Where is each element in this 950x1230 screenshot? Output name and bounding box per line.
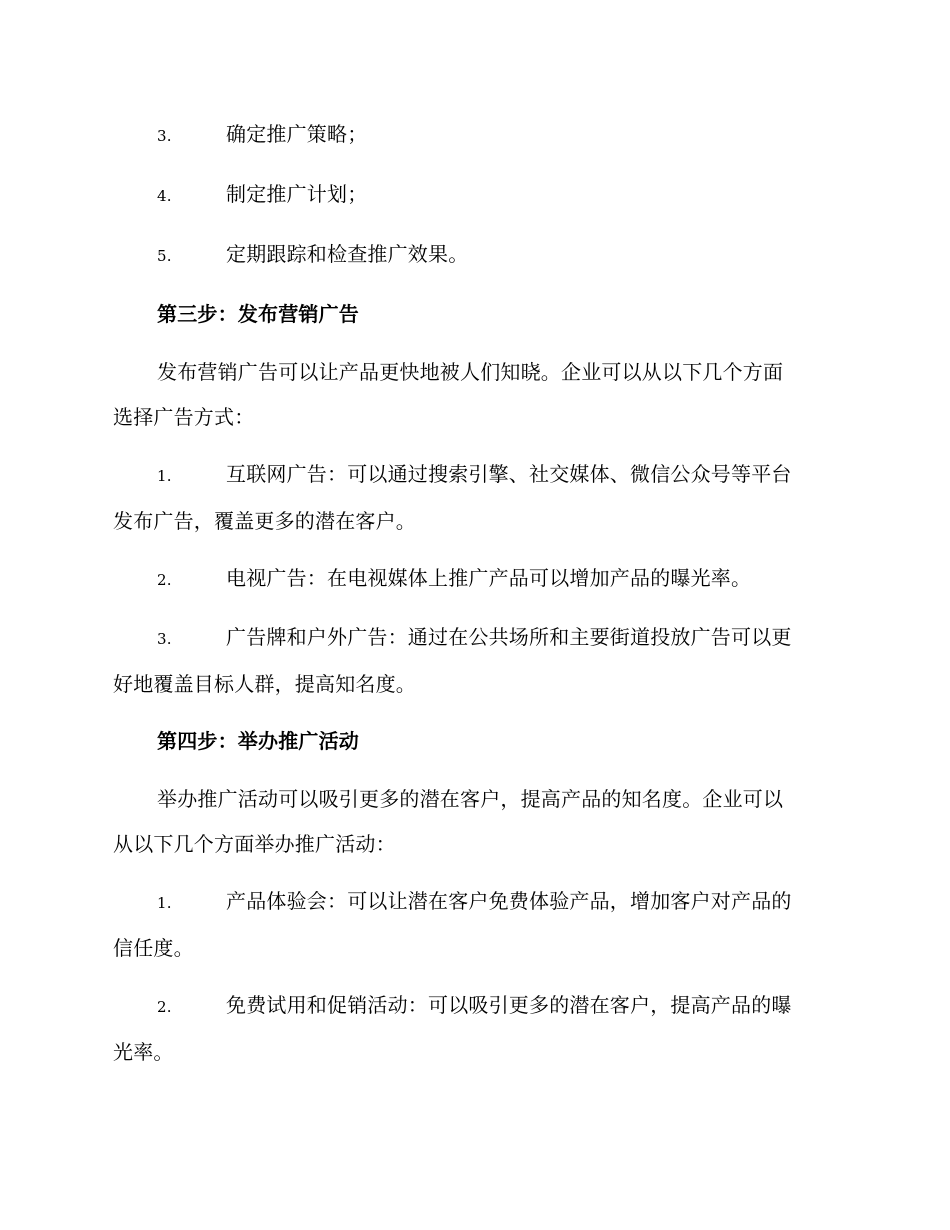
list-text: 定期跟踪和检查推广效果。 [226,242,469,266]
list-text: 互联网广告：可以通过搜索引擎、社交媒体、微信公众号等平台 [226,462,792,486]
list-item [113,615,835,707]
list-text: 制定推广计划； [226,182,368,206]
list-text-continued: 发布广告，覆盖更多的潜在客户。 [113,509,416,533]
list-number: 2. [157,571,172,589]
list-number: 3. [157,630,172,648]
list-text-continued: 好地覆盖目标人群，提高知名度。 [113,672,416,696]
list-number: 5. [157,247,172,265]
paragraph-line: 举办推广活动可以吸引更多的潜在客户，提高产品的知名度。企业可以 [157,787,784,811]
list-item [113,112,835,159]
document-body [113,112,835,1087]
list-text: 产品体验会：可以让潜在客户免费体验产品，增加客户对产品的 [226,889,792,913]
list-text: 电视广告：在电视媒体上推广产品可以增加产品的曝光率。 [226,566,752,590]
paragraph [113,350,835,440]
list-text-continued: 信任度。 [113,936,194,960]
list-item [113,452,835,544]
list-number: 2. [157,998,172,1016]
list-text: 确定推广策略； [226,122,368,146]
list-item [113,556,835,603]
list-number: 1. [157,894,172,912]
paragraph-line: 选择广告方式： [113,405,255,429]
paragraph [113,777,835,867]
list-item [113,983,835,1075]
list-number: 1. [157,467,172,485]
paragraph-line: 发布营销广告可以让产品更快地被人们知晓。企业可以从以下几个方面 [157,360,784,384]
list-number: 3. [157,127,172,145]
list-item [113,879,835,971]
list-text-continued: 光率。 [113,1040,174,1064]
section-heading: 第三步：发布营销广告 [157,302,359,326]
paragraph-line: 从以下几个方面举办推广活动： [113,832,396,856]
list-text: 广告牌和户外广告：通过在公共场所和主要街道投放广告可以更 [226,625,792,649]
list-item [113,172,835,219]
section-heading: 第四步：举办推广活动 [157,729,359,753]
list-number: 4. [157,187,172,205]
list-item [113,232,835,279]
list-text: 免费试用和促销活动：可以吸引更多的潜在客户，提高产品的曝 [226,993,792,1017]
